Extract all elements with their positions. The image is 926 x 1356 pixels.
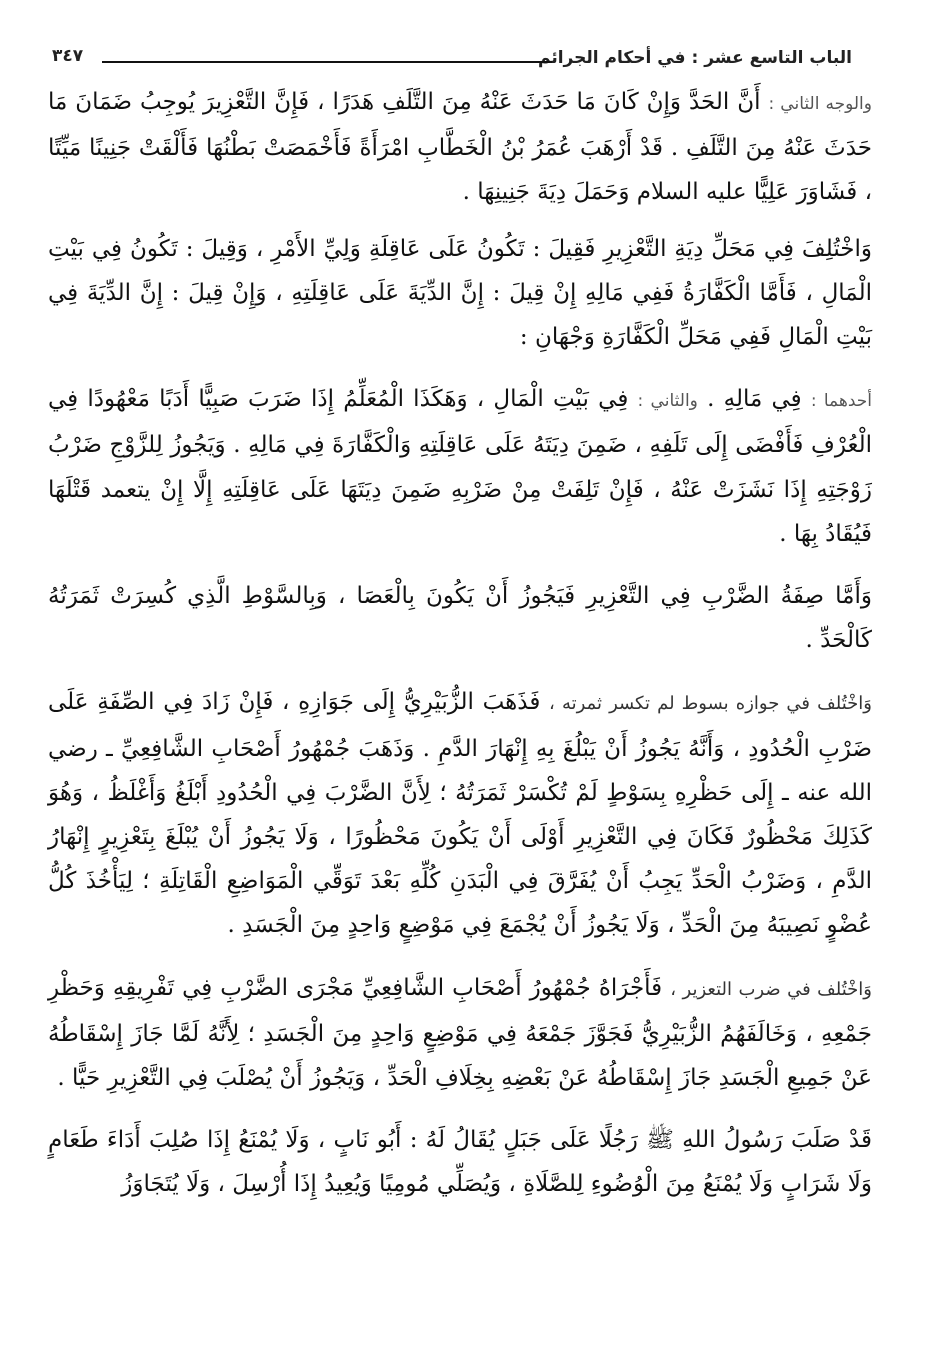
paragraph-text: فِي بَيْتِ الْمَالِ ، وَهَكَذَا الْمُعَلِّمُ إِذَا ضَرَبَ صَبِيًّا أَدَبًا مَعْهُودًا فِي الْعُرْفِ فَأَفْضَى إِلَى تَلَفِهِ ، ضَمِنَ دِيَتَهُ عَلَى عَاقِلَتِهِ وَالْكَفَّارَةَ فِي مَالِهِ . وَيَجُوزُ لِلزَّوْجِ ضَرْبُ زَوْجَتِهِ إِذَا نَشَزَتْ عَنْهُ ، فَإِنْ تَلِفَتْ مِنْ ضَرْبِهِ ضَمِنَ دِيَتَهَا عَلَى عَاقِلَتِهِ إِلَّا إِنْ يتعمد قَتْلَهَا فَيُقَادُ بِهَا . [48, 386, 872, 547]
paragraph-4 [48, 574, 872, 662]
paragraph-lead: وَاخْتُلف في جوازه بسوط لم تكسر ثمرته ، [549, 693, 872, 715]
paragraph-5 [48, 680, 872, 947]
paragraph-7 [48, 1118, 872, 1206]
paragraph-1 [48, 80, 872, 215]
paragraph-lead: وَاخْتُلف في ضرب التعزير ، [670, 978, 872, 1000]
page-number: ٣٤٧ [52, 46, 84, 66]
paragraph-6 [48, 966, 872, 1101]
paragraph-text: فَأَجْرَاهُ جُمْهُورُ أَصْحَابِ الشَّافِعِيِّ مَجْرَى الضَّرْبِ فِي تَفْرِيقِهِ وَحَظْرِ جَمْعِهِ ، وَخَالَفَهُمُ الزُّبَيْرِيُّ فَجَوَّزَ جَمْعَهُ فِي مَوْضِعٍ وَاحِدٍ مِنَ الْجَسَدِ ؛ لِأَنَّهُ لَمَّا جَازَ إِسْقَاطُهُ عَنْ جَمِيعِ الْجَسَدِ جَازَ إِسْقَاطُهُ عَنْ بَعْضِهِ بِخِلَافِ الْحَدِّ ، وَيَجُوزُ أَنْ يُصْلَبَ فِي التَّعْزِيرِ حَيًّا . [48, 974, 872, 1092]
paragraph-lead: والثاني : [637, 391, 698, 412]
paragraph-lead: والوجه الثاني : [768, 94, 872, 114]
paragraph-2 [48, 227, 872, 360]
running-header [52, 44, 852, 76]
paragraph-text: فَذَهَبَ الزُّبَيْرِيُّ إِلَى جَوَازِهِ ، فَإِنْ زَادَ فِي الصِّفَةِ عَلَى ضَرْبِ الْحُدُودِ ، وَأَنَّهُ يَجُوزُ أَنْ يَبْلُغَ بِهِ إِنْهَارَ الدَّمِ . وَذَهَبَ جُمْهُورُ أَصْحَابِ الشَّافِعِيِّ ـ رضي الله عنه ـ إِلَى حَظْرِهِ بِسَوْطٍ لَمْ تُكْسَرْ ثَمَرَتُهُ ؛ لِأَنَّ الضَّرْبَ فِي الْحُدُودِ أَبْلَغُ وَأَغْلَظُ ، وَهُوَ كَذَلِكَ مَحْظُورٌ فَكَانَ فِي التَّعْزِيرِ أَوْلَى أَنْ يَكُونَ مَحْظُورًا ، وَلَا يَجُوزُ أَنْ يُبْلَغَ بِتَعْزِيرٍ إِنْهَارُ الدَّمِ ، وَضَرْبُ الْحَدِّ يَجِبُ أَنْ يُفَرَّقَ فِي الْبَدَنِ كُلِّهِ بَعْدَ تَوَقِّي الْمَوَاضِعِ الْقَاتِلَةِ ؛ لِيَأْخُذَ كُلُّ عُضْوٍ نَصِيبَهُ مِنَ الْحَدِّ ، وَلَا يَجُوزُ أَنْ يُجْمَعَ فِي مَوْضِعٍ وَاحِدٍ مِنَ الْجَسَدِ . [48, 689, 872, 939]
chapter-title: الباب التاسع عشر : في أحكام الجرائم [538, 48, 852, 68]
paragraph-lead: أحدهما : [810, 391, 872, 412]
paragraph-text: فِي مَالِهِ . [697, 386, 811, 413]
header-rule [102, 61, 552, 63]
paragraph-text: وَاخْتُلِفَ فِي مَحَلِّ دِيَةِ التَّعْزِيرِ فَقِيلَ : تَكُونُ عَلَى عَاقِلَةِ وَلِيِّ الأَمْرِ ، وَقِيلَ : تَكُونُ فِي بَيْتِ الْمَالِ ، فَأَمَّا الْكَفَّارَةُ فَفِي مَالِهِ إِنْ قِيلَ : إِنَّ الدِّيَةَ عَلَى عَاقِلَتِهِ ، وَإِنْ قِيلَ : إِنَّ الدِّيَةَ فِي بَيْتِ الْمَالِ فَفِي مَحَلِّ الْكَفَّارَةِ وَجْهَانِ : [48, 235, 872, 351]
paragraph-text: أَنَّ الحَدَّ وَإِنْ كَانَ مَا حَدَثَ عَنْهُ مِنَ التَّلَفِ هَدَرًا ، فَإِنَّ التَّعْزِيرَ يُوجِبُ ضَمَانَ مَا حَدَثَ عَنْهُ مِنَ التَّلَفِ . قَدْ أَرْهَبَ عُمَرُ بْنُ الْخَطَّابِ امْرَأَةً فَأَخْمَصَتْ بَطْنُهَا فَأَلْقَتْ جَنِينًا مَيِّتًا ، فَشَاوَرَ عَلِيًّا عليه السلام وَحَمَلَ دِيَةَ جَنِينِهَا . [48, 89, 872, 206]
paragraph-text: قَدْ صَلَبَ رَسُولُ اللهِ ﷺ رَجُلًا عَلَى جَبَلٍ يُقَالُ لَهُ : أَبُو نَابٍ ، وَلَا يُمْنَعُ إِذَا صُلِبَ أَدَاءَ طَعَامٍ وَلَا شَرَابٍ وَلَا يُمْنَعُ مِنَ الْوُضُوءِ لِلصَّلَاةِ ، وَيُصَلِّي مُومِيًا وَيُعِيدُ إِذَا أُرْسِلَ ، وَلَا يُتَجَاوَزُ [48, 1127, 872, 1198]
body-text [48, 80, 872, 1225]
paragraph-text: وَأَمَّا صِفَةُ الضَّرْبِ فِي التَّعْزِيرِ فَيَجُوزُ أَنْ يَكُونَ بِالْعَصَا ، وَبِالسَّوْطِ الَّذِي كُسِرَتْ ثَمَرَتُهُ كَالْحَدِّ . [48, 583, 872, 654]
paragraph-3 [48, 377, 872, 556]
